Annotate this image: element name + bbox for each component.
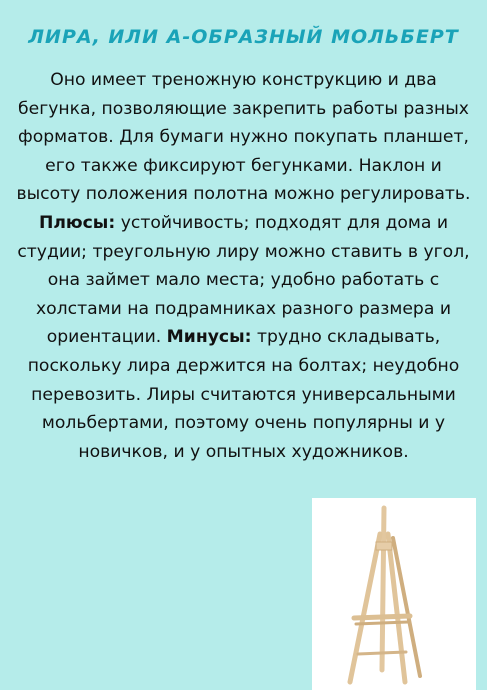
page-title: ЛИРА, ИЛИ А-ОБРАЗНЫЙ МОЛЬБЕРТ: [28, 26, 459, 48]
pros-text: устойчивость; подходят для дома и студии; треугольную лиру можно ставить в угол, она займет мало места; удобно работать с холстами на подрамниках разного размера и ориентации.: [17, 212, 470, 348]
easel-top-clamp: [376, 542, 392, 550]
easel-tray: [354, 616, 410, 618]
easel-left-leg: [350, 534, 380, 682]
easel-tray-lip: [356, 622, 408, 624]
easel-crossbar: [358, 652, 406, 654]
easel-photo: [312, 498, 476, 690]
cons-text: трудно складывать, поскольку лира держится на болтах; неудобно перевозить. Лиры считаются универсальными мольбертами, поэтому очень популярны и у новичков, и у опытных художников.: [27, 327, 460, 462]
pros-label: Плюсы:: [38, 212, 116, 233]
easel-mast: [382, 508, 384, 670]
cons-label: Минусы:: [166, 327, 252, 348]
intro-text: Оно имеет треножную конструкцию и два бегунка, позволяющие закрепить работы разных форматов. Для бумаги нужно покупать планшет, его также фиксируют бегунками. Наклон и высоту положения полотна можно регулировать.: [16, 70, 471, 205]
article-text: [14, 66, 473, 466]
easel-illustration: [312, 498, 476, 690]
